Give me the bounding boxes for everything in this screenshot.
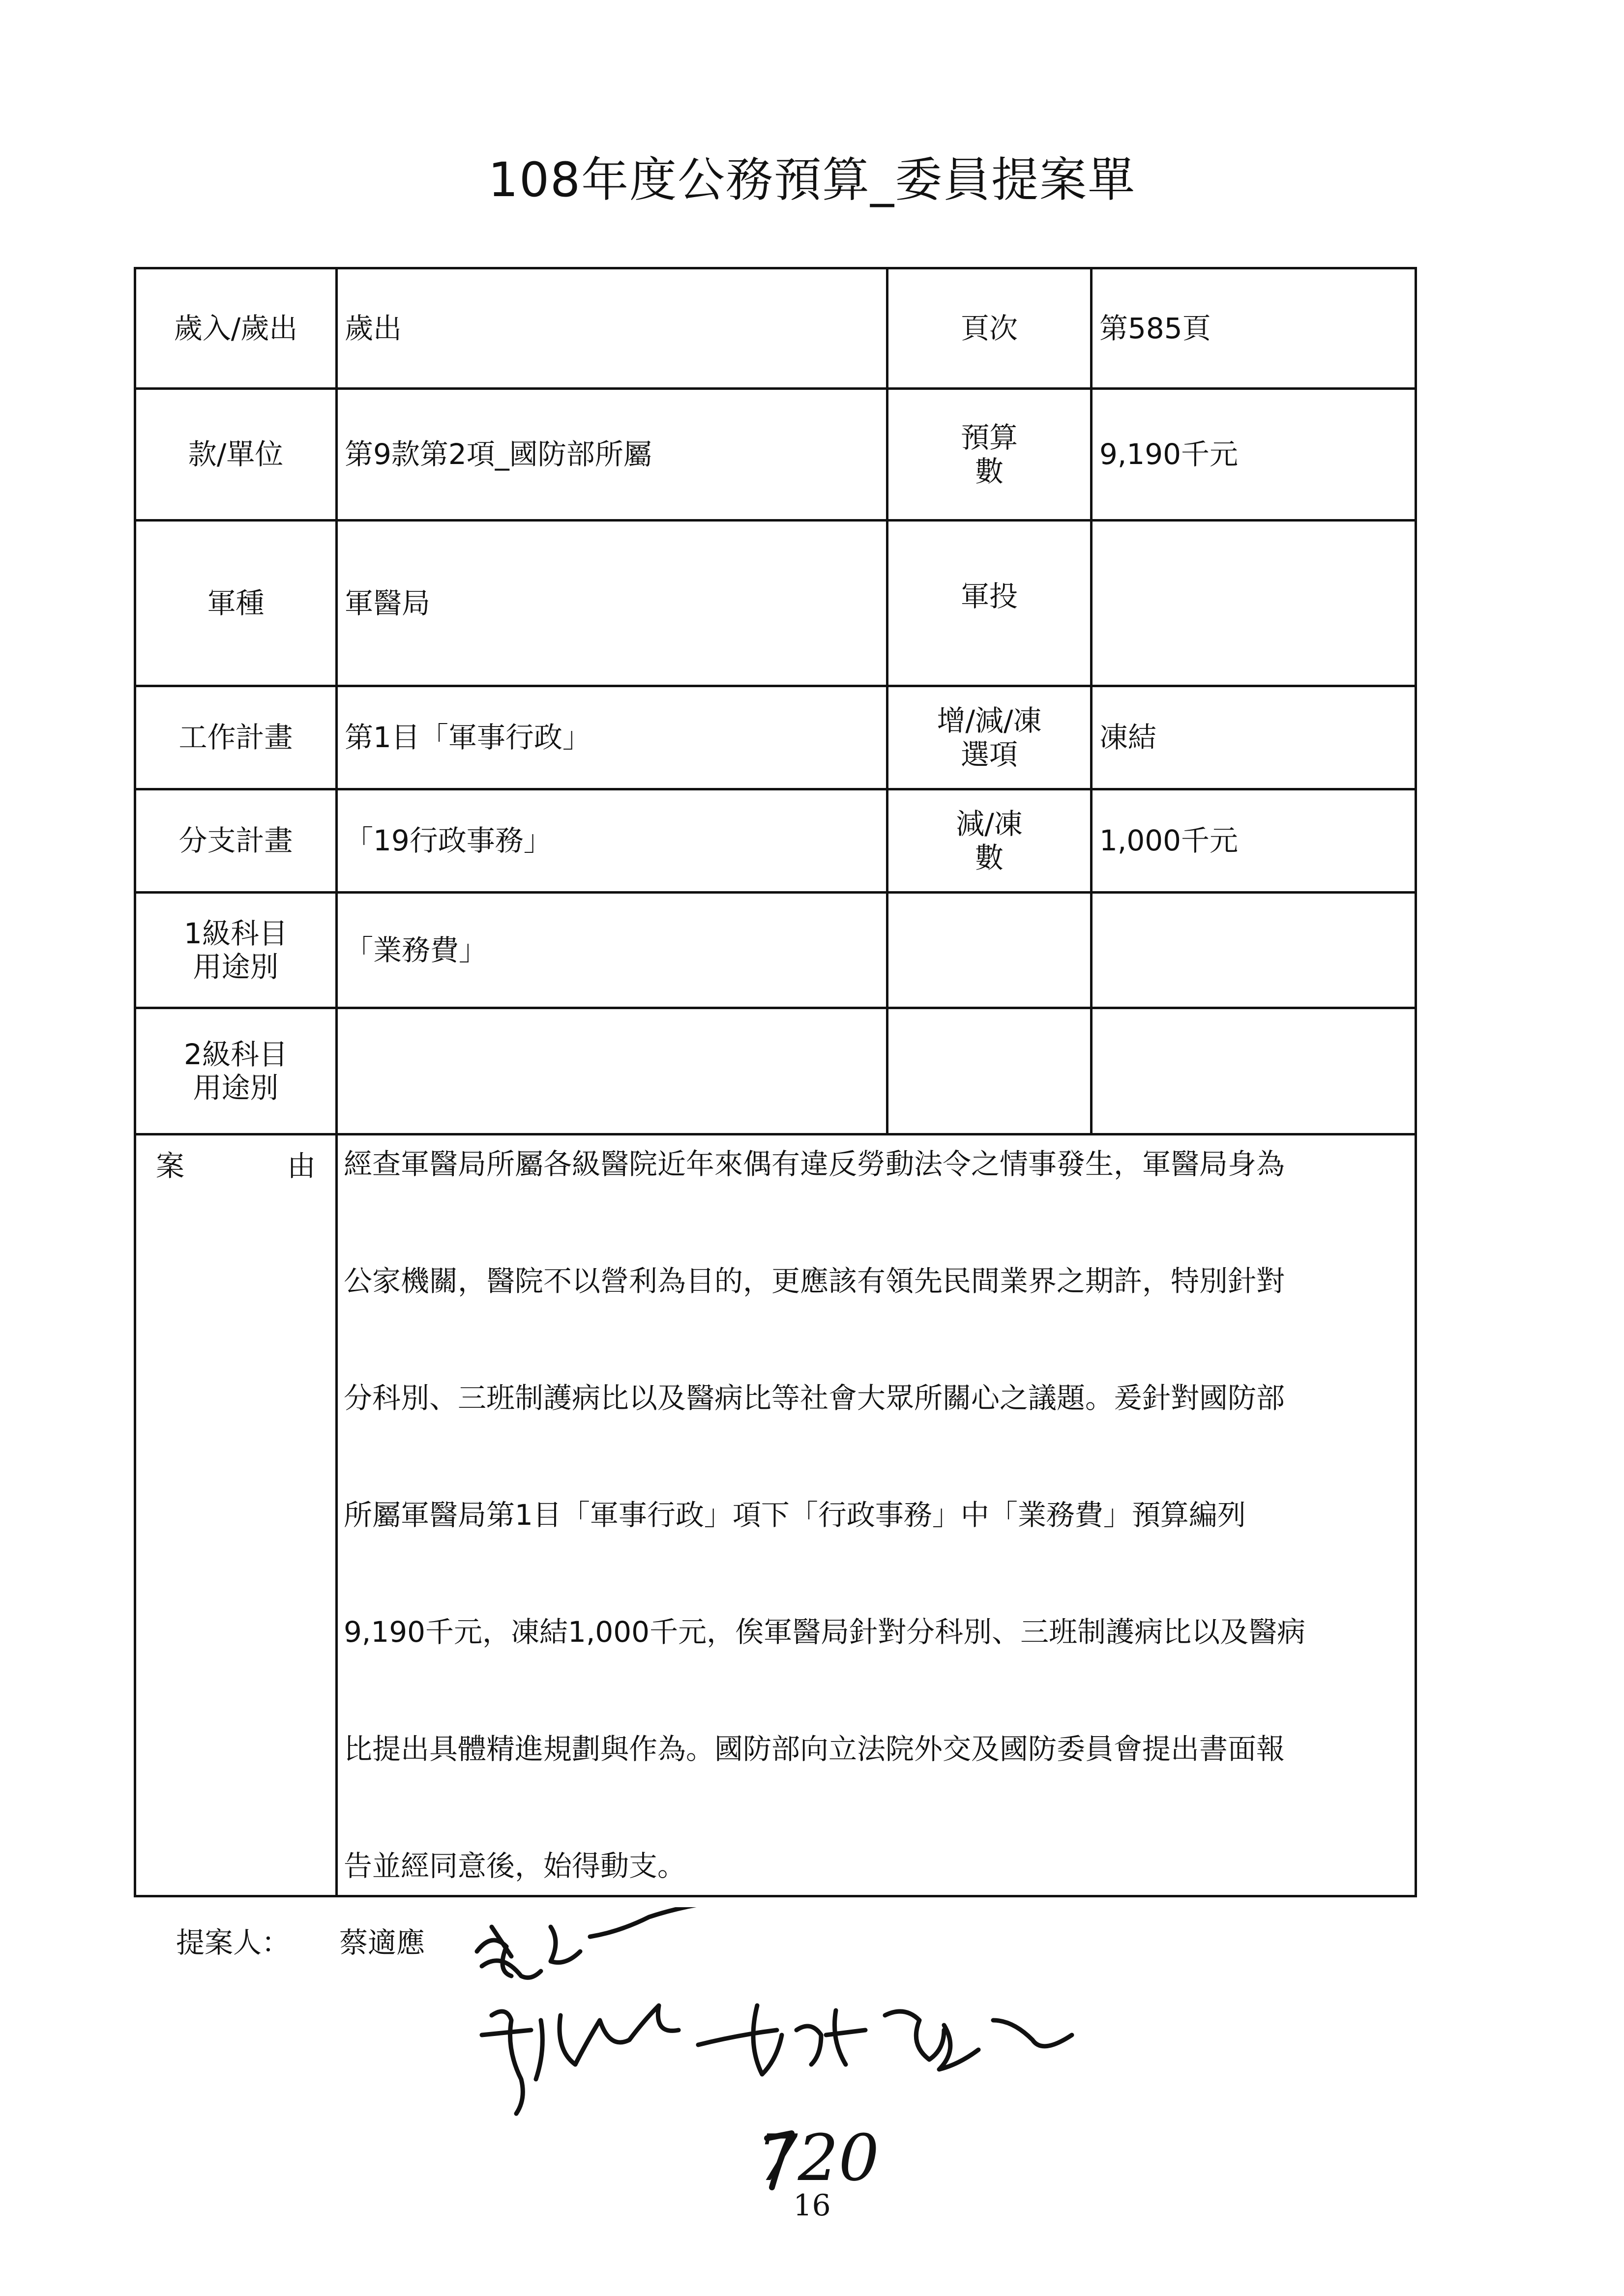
level2-item-label-line1: 2級科目 (184, 1037, 288, 1071)
revenue-expense-value: 歲出 (337, 268, 887, 389)
reduce-freeze-label-line2: 數 (974, 841, 1004, 874)
level1-item-empty-4 (1092, 893, 1416, 1008)
row-reason (135, 1134, 1416, 1896)
reason-label-b: 由 (287, 1149, 316, 1183)
level1-item-empty-3 (887, 893, 1092, 1008)
level1-item-value: 「業務費」 (337, 893, 887, 1008)
reason-line-2: 公家機關，醫院不以營利為目的，更應該有領先民間業界之期許，特別針對 (344, 1264, 1285, 1298)
budget-amount-value: 9,190千元 (1092, 389, 1416, 521)
action-option-label-line2: 選項 (960, 737, 1018, 771)
action-option-label (887, 686, 1092, 789)
row-service-branch (135, 521, 1416, 686)
service-branch-label: 軍種 (135, 521, 337, 686)
row-level1-item (135, 893, 1416, 1008)
page-number: 16 (793, 2188, 831, 2223)
signature-1 (477, 1907, 713, 1977)
work-plan-label: 工作計畫 (135, 686, 337, 789)
branch-plan-label: 分支計畫 (135, 789, 337, 893)
military-investment-label: 軍投 (887, 521, 1092, 686)
level2-item-label-line2: 用途別 (193, 1071, 279, 1104)
branch-plan-value: 「19行政事務」 (337, 789, 887, 893)
section-unit-value: 第9款第2項_國防部所屬 (337, 389, 887, 521)
work-plan-value: 第1目「軍事行政」 (337, 686, 887, 789)
action-option-label-line1: 增/減/凍 (937, 704, 1042, 738)
document-title: 108年度公務預算_委員提案單 (488, 152, 1136, 207)
budget-amount-label (887, 389, 1092, 521)
budget-amount-label-line2: 數 (974, 454, 1004, 488)
reason-label (135, 1134, 337, 1896)
level2-item-value (337, 1008, 887, 1134)
reason-line-6: 比提出具體精進規劃與作為。國防部向立法院外交及國防委員會提出書面報 (344, 1732, 1285, 1766)
proposer-label: 提案人： (176, 1926, 291, 1959)
level1-item-label (135, 893, 337, 1008)
page-ref-label: 頁次 (887, 268, 1092, 389)
handwritten-number: 720 (757, 2121, 880, 2192)
level2-item-empty-3 (887, 1008, 1092, 1134)
reduce-freeze-label-line1: 減/凍 (956, 807, 1023, 841)
reason-line-1: 經查軍醫局所屬各級醫院近年來偶有違反勞動法令之情事發生，軍醫局身為 (344, 1147, 1285, 1181)
reason-line-4: 所屬軍醫局第1目「軍事行政」項下「行政事務」中「業務費」預算編列 (344, 1498, 1246, 1532)
level1-item-label-line2: 用途別 (193, 950, 279, 984)
row-revenue-expense (135, 268, 1416, 389)
reason-label-a: 案 (156, 1149, 185, 1183)
revenue-expense-label: 歲入/歲出 (135, 268, 337, 389)
reason-line-7: 告並經同意後，始得動支。 (344, 1849, 686, 1883)
level2-item-empty-4 (1092, 1008, 1416, 1134)
reduce-freeze-amount-label (887, 789, 1092, 893)
service-branch-value: 軍醫局 (337, 521, 887, 686)
military-investment-value (1092, 521, 1416, 686)
action-option-value: 凍結 (1092, 686, 1416, 789)
row-branch-plan (135, 789, 1416, 893)
row-work-plan (135, 686, 1416, 789)
reason-line-5: 9,190千元，凍結1,000千元，俟軍醫局針對分科別、三班制護病比以及醫病 (344, 1615, 1306, 1649)
proposal-form-table (134, 267, 1417, 1897)
proposer-name: 蔡適應 (339, 1926, 425, 1959)
budget-amount-label-line1: 預算 (960, 421, 1018, 455)
reason-text (337, 1134, 1416, 1896)
section-unit-label: 款/單位 (135, 389, 337, 521)
level2-item-label (135, 1008, 337, 1134)
level1-item-label-line1: 1級科目 (184, 916, 288, 950)
handwritten-signatures (462, 1907, 1298, 2192)
page-ref-value: 第585頁 (1092, 268, 1416, 389)
signature-2 (482, 2005, 1072, 2114)
row-section-unit (135, 389, 1416, 521)
reason-line-3: 分科別、三班制護病比以及醫病比等社會大眾所關心之議題。爰針對國防部 (344, 1381, 1285, 1415)
reduce-freeze-amount-value: 1,000千元 (1092, 789, 1416, 893)
row-level2-item (135, 1008, 1416, 1134)
